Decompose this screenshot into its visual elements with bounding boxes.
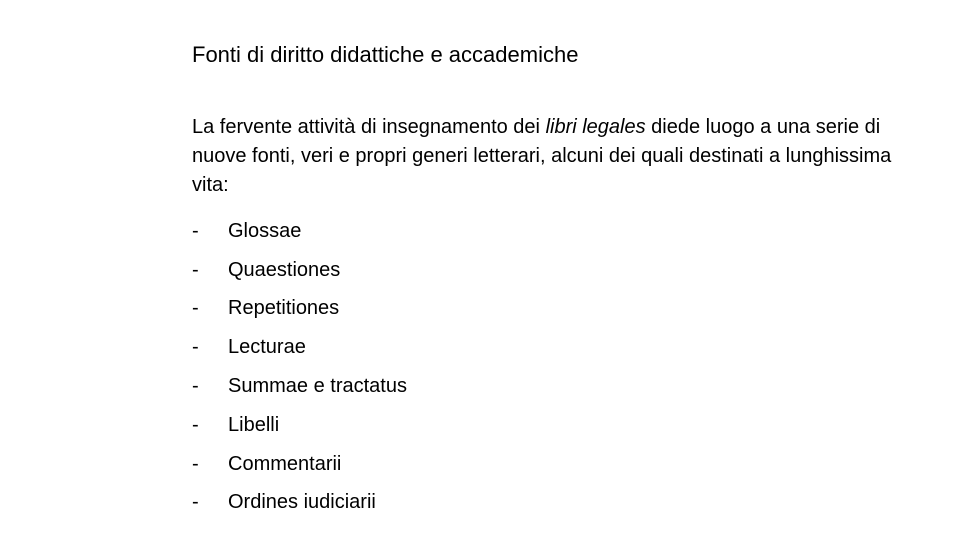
list-item <box>192 251 407 290</box>
list-item <box>192 367 407 406</box>
genre-list <box>192 212 407 522</box>
intro-emphasis: libri legales <box>545 116 646 138</box>
intro-text-end: diede luogo a una serie di nuove fonti, veri e propri generi letterari, alcuni dei quali destinati a lunghissima vita: <box>192 116 892 196</box>
list-item-label: Lecturae <box>228 336 306 359</box>
list-item <box>192 212 407 251</box>
list-item <box>192 328 407 367</box>
intro-paragraph <box>192 113 892 200</box>
list-item-label: Ordines iudiciarii <box>228 491 376 514</box>
list-item <box>192 484 407 523</box>
list-item <box>192 406 407 445</box>
list-item-label: Commentarii <box>228 452 342 475</box>
list-item <box>192 290 407 329</box>
list-item-label: Repetitiones <box>228 297 340 320</box>
list-item-label: Quaestiones <box>228 258 341 281</box>
list-item-label: Libelli <box>228 413 280 436</box>
intro-text-start: La fervente attività di insegnamento dei <box>192 116 546 138</box>
bullet-dash: - <box>192 258 199 281</box>
list-item-label: Glossae <box>228 219 302 242</box>
bullet-dash: - <box>192 452 199 475</box>
bullet-dash: - <box>192 297 199 320</box>
bullet-dash: - <box>192 375 199 398</box>
bullet-dash: - <box>192 413 199 436</box>
list-item-label: Summae e tractatus <box>228 375 407 398</box>
bullet-dash: - <box>192 219 199 242</box>
slide-title: Fonti di diritto didattiche e accademiche <box>192 42 579 67</box>
bullet-dash: - <box>192 336 199 359</box>
bullet-dash: - <box>192 491 199 514</box>
list-item <box>192 445 407 484</box>
